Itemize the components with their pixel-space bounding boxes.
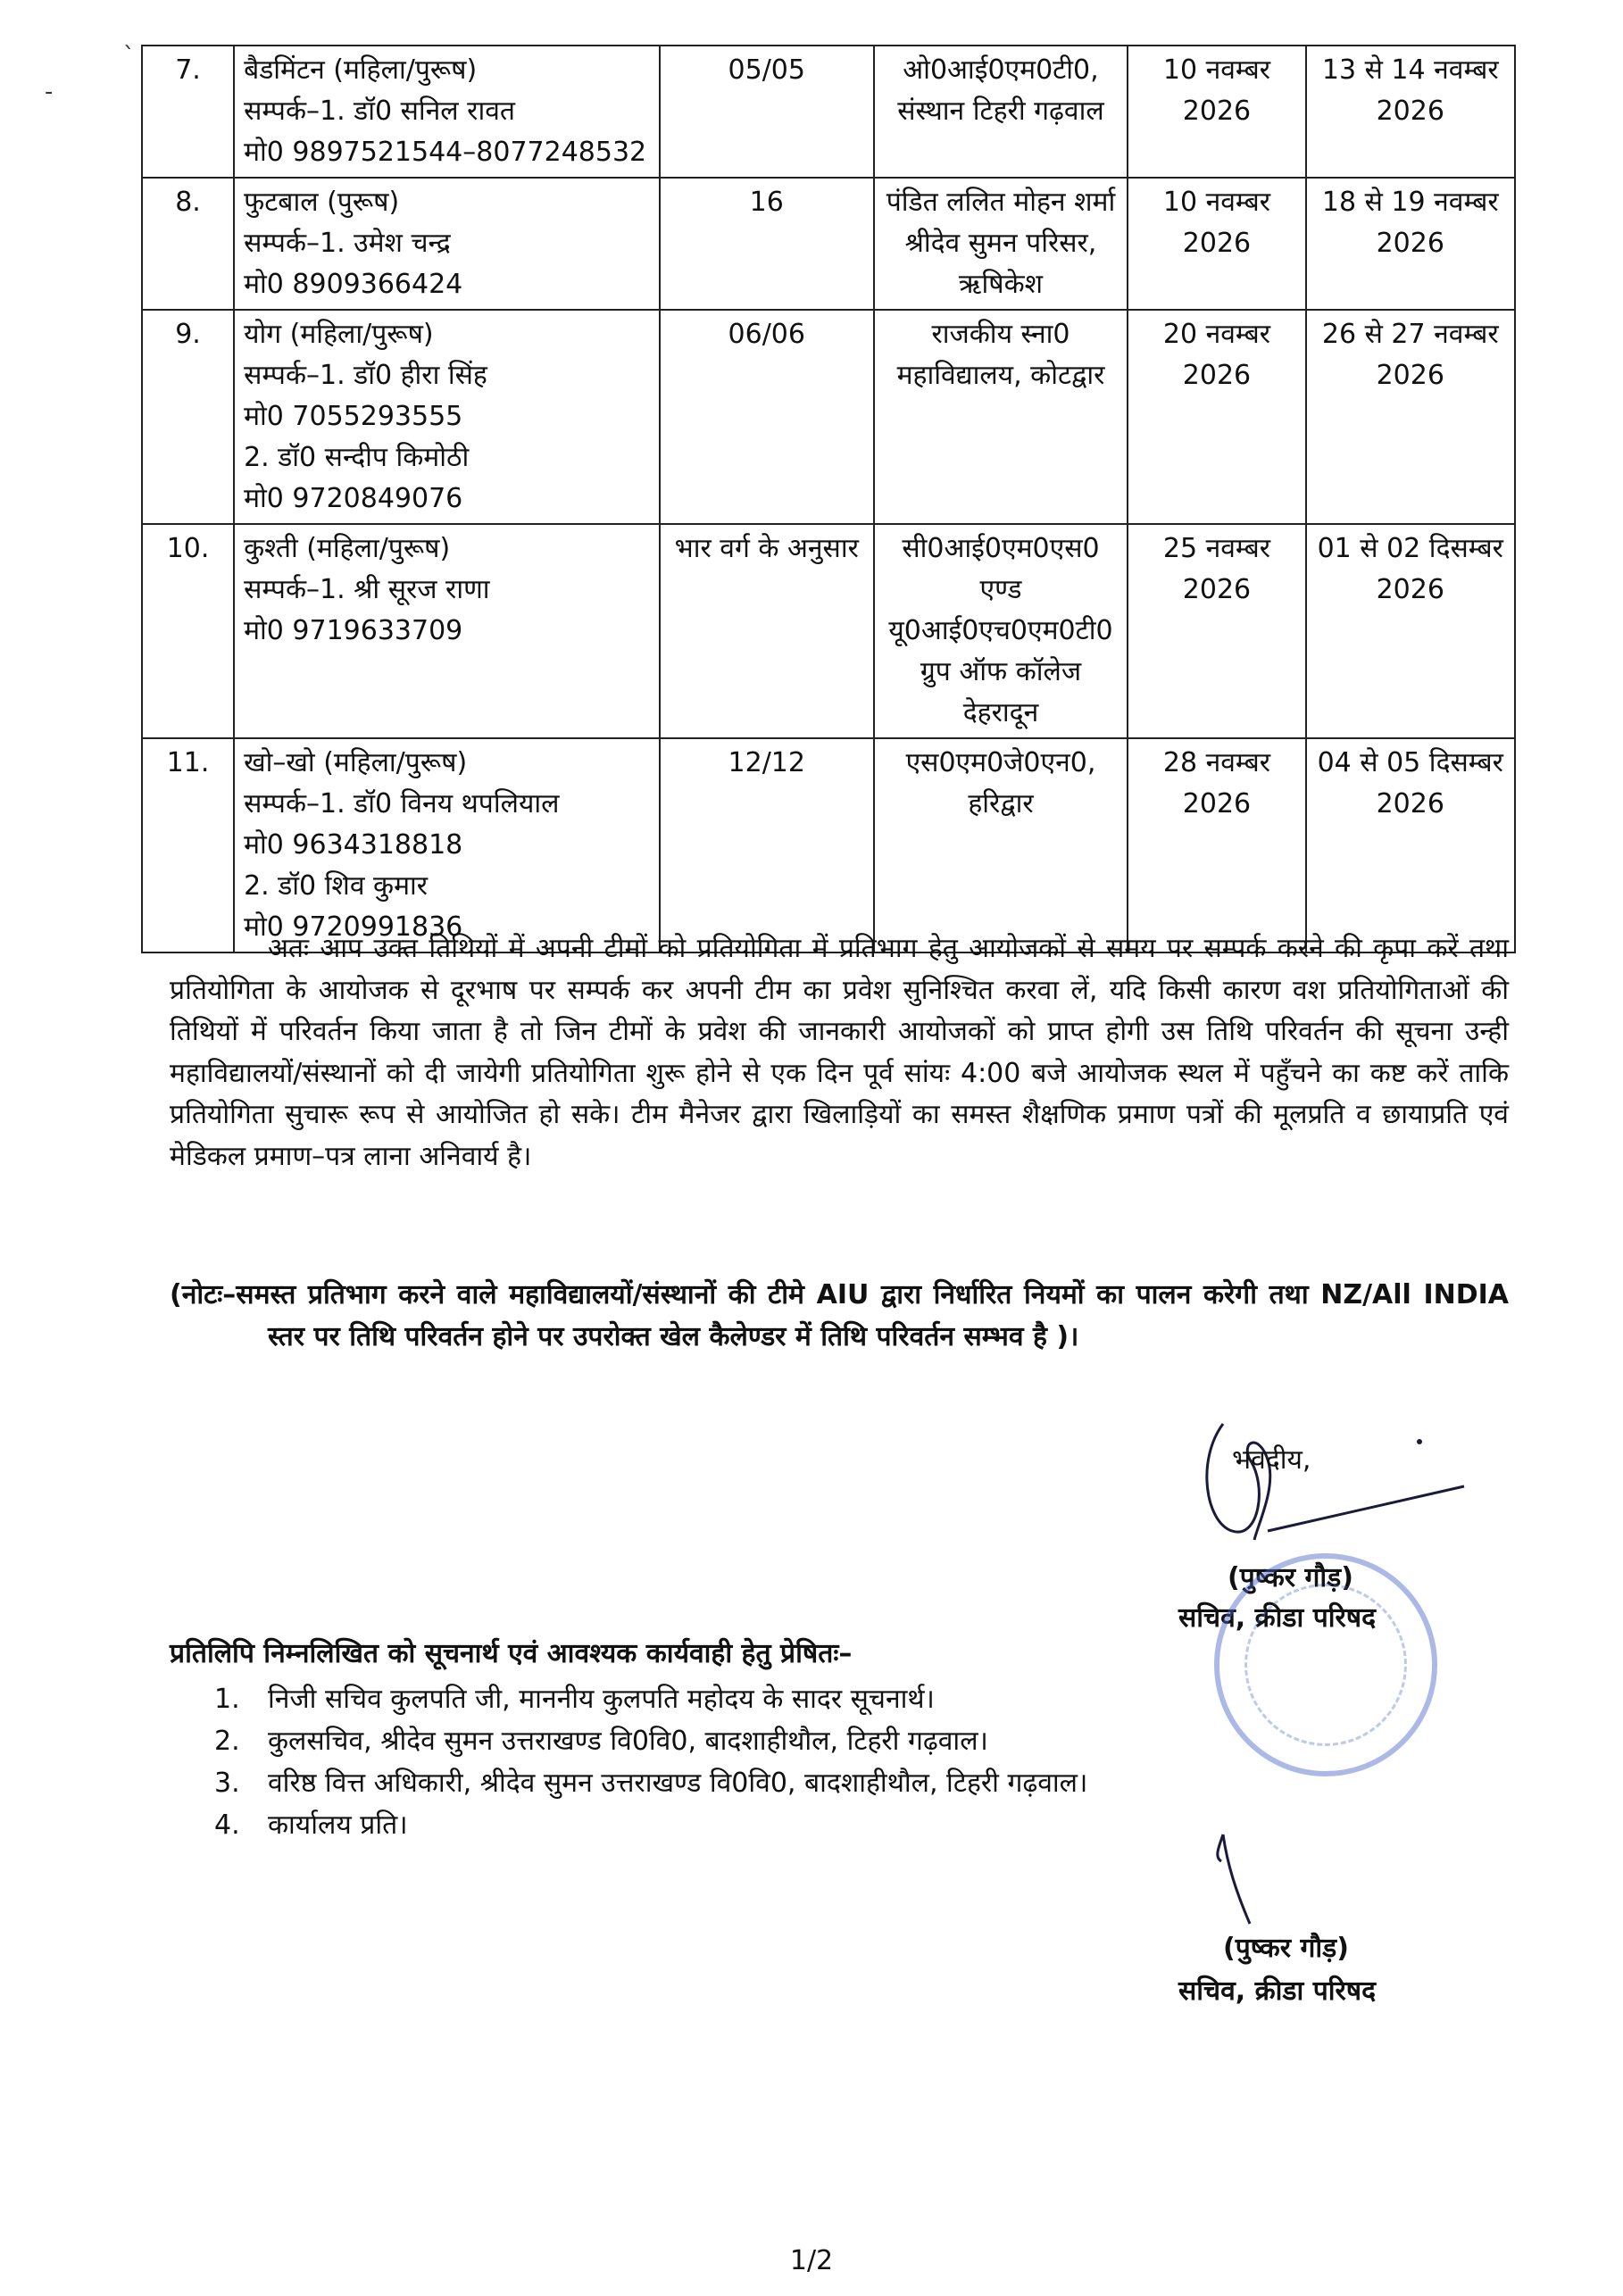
last-date-cell: 10 नवम्बर 2026 — [1128, 178, 1305, 310]
venue-cell: राजकीय स्ना0 महाविद्यालय, कोटद्वार — [874, 310, 1128, 524]
last-date-cell: 10 नवम्बर 2026 — [1128, 46, 1305, 178]
list-item-number: 2. — [214, 1726, 240, 1757]
serial-number-cell: 7. — [142, 46, 234, 178]
body-paragraph: अतः आप उक्त तिथियों में अपनी टीमों को प्रतियोगिता में प्रतिभाग हेतु आयोजकों से समय पर सम्पर्क करने की कृपा करें तथा प्रतियोगिता के आयोजक से दूरभाष पर सम्पर्क कर अपनी टीम का प्रवेश सुनिश्चित करवा लें, यदि किसी कारण वश प्रतियोगिताओं की तिथियों में परिवर्तन किया जाता है तो जिन टीमों के प्रवेश की जानकारी आयोजकों को प्राप्त होगी उस तिथि परिवर्तन की सूचना उन्ही महाविद्यालयों/संस्थानों को दी जायेगी प्रतियोगिता शुरू होने से एक दिन पूर्व सांयः 4:00 बजे आयोजक स्थल में पहुँचने का कष्ट करें ताकि प्रतियोगिता सुचारू रूप से आयोजित हो सके। टीम मैनेजर द्वारा खिलाड़ियों का समस्त शैक्षणिक प्रमाण पत्रों की मूलप्रति व छायाप्रति एवं मेडिकल प्रमाण–पत्र लाना अनिवार्य है। — [170, 933, 1509, 1172]
scan-mark: ` — [123, 43, 135, 70]
contact-line: 2. डॉ0 सन्दीप किमोठी — [244, 442, 470, 473]
event-dates-cell: 18 से 19 नवम्बर 2026 — [1306, 178, 1515, 310]
list-item-text: निजी सचिव कुलपति जी, माननीय कुलपति महोदय के सादर सूचनार्थ। — [268, 1684, 935, 1715]
contact-line: सम्पर्क–1. उमेश चन्द्र — [244, 228, 451, 259]
teams-cell: 05/05 — [660, 46, 873, 178]
serial-number-cell: 11. — [142, 738, 234, 953]
venue-cell: पंडित ललित मोहन शर्मा श्रीदेव सुमन परिसर, ऋषिकेश — [874, 178, 1128, 310]
event-dates-cell: 13 से 14 नवम्बर 2026 — [1306, 46, 1515, 178]
teams-cell: भार वर्ग के अनुसार — [660, 524, 873, 738]
list-item — [214, 1720, 1375, 1762]
table-row — [142, 738, 1515, 953]
last-date-cell: 20 नवम्बर 2026 — [1128, 310, 1305, 524]
teams-cell: 06/06 — [660, 310, 873, 524]
list-item-number: 3. — [214, 1768, 240, 1799]
signatory-name: (पुष्कर गौड़) — [1228, 1562, 1353, 1593]
copy-list — [214, 1678, 1375, 1846]
event-cell — [234, 178, 660, 310]
serial-number-cell: 9. — [142, 310, 234, 524]
contact-line: मो0 8909366424 — [244, 269, 463, 300]
list-item — [214, 1762, 1375, 1804]
event-name: फुटबाल (पुरूष) — [244, 187, 400, 218]
venue-cell: एस0एम0जे0एन0, हरिद्वार — [874, 738, 1128, 953]
serial-number-cell: 8. — [142, 178, 234, 310]
serial-number-cell: 10. — [142, 524, 234, 738]
event-dates-cell: 01 से 02 दिसम्बर 2026 — [1306, 524, 1515, 738]
last-date-cell: 28 नवम्बर 2026 — [1128, 738, 1305, 953]
contact-line: सम्पर्क–1. डॉ0 सनिल रावत — [244, 96, 515, 127]
handwritten-signature — [1196, 1830, 1303, 1937]
scan-mark: - — [45, 79, 54, 105]
event-dates-cell: 26 से 27 नवम्बर 2026 — [1306, 310, 1515, 524]
contact-line: मो0 9720991836 — [244, 911, 463, 943]
contact-line: मो0 9634318818 — [244, 829, 463, 861]
signature-greeting: भवदीय, — [1232, 1444, 1311, 1476]
event-cell — [234, 310, 660, 524]
last-date-cell: 25 नवम्बर 2026 — [1128, 524, 1305, 738]
list-item-number: 4. — [214, 1809, 240, 1841]
contact-line: मो0 9897521544–8077248532 — [244, 137, 647, 168]
schedule-table-body — [142, 46, 1515, 953]
list-item-text: कार्यालय प्रति। — [268, 1809, 408, 1841]
table-row — [142, 524, 1515, 738]
venue-cell: सी0आई0एम0एस0 एण्ड यू0आई0एच0एम0टी0 ग्रुप ऑफ कॉलेज देहरादून — [874, 524, 1128, 738]
list-item-text: वरिष्ठ वित्त अधिकारी, श्रीदेव सुमन उत्तराखण्ड वि0वि0, बादशाहीथौल, टिहरी गढ़वाल। — [268, 1768, 1088, 1799]
signatory-name: (पुष्कर गौड़) — [1223, 1933, 1349, 1964]
event-dates-cell: 04 से 05 दिसम्बर 2026 — [1306, 738, 1515, 953]
copy-heading: प्रतिलिपि निम्नलिखित को सूचनार्थ एवं आवश्यक कार्यवाही हेतु प्रेषितः– — [170, 1638, 853, 1669]
contact-line: सम्पर्क–1. डॉ0 हीरा सिंह — [244, 360, 487, 391]
teams-cell: 12/12 — [660, 738, 873, 953]
page-number: 1/2 — [789, 2245, 834, 2276]
contact-line: 2. डॉ0 शिव कुमार — [244, 870, 429, 902]
event-name: योग (महिला/पुरूष) — [244, 319, 434, 350]
contact-line: सम्पर्क–1. श्री सूरज राणा — [244, 574, 490, 605]
list-item-text: कुलसचिव, श्रीदेव सुमन उत्तराखण्ड वि0वि0, बादशाहीथौल, टिहरी गढ़वाल। — [268, 1726, 988, 1757]
event-cell — [234, 46, 660, 178]
contact-line: मो0 9719633709 — [244, 615, 463, 646]
list-item-number: 1. — [214, 1684, 240, 1715]
signatory-title: सचिव, क्रीडा परिषद — [1178, 1976, 1377, 2007]
note-paragraph: (नोटः–समस्त प्रतिभाग करने वाले महाविद्यालयों/संस्थानों की टीमे AIU द्वारा निर्धारित नियमों का पालन करेगी तथा NZ/All INDIA स्तर पर तिथि परिवर्तन होने पर उपरोक्त खेल कैलेण्डर में तिथि परिवर्तन सम्भव है )। — [170, 1279, 1509, 1352]
table-row — [142, 310, 1515, 524]
contact-line: सम्पर्क–1. डॉ0 विनय थपलियाल — [244, 788, 560, 819]
table-row — [142, 178, 1515, 310]
event-name: खो–खो (महिला/पुरूष) — [244, 747, 468, 778]
schedule-table — [141, 45, 1516, 953]
contact-line: मो0 9720849076 — [244, 483, 463, 514]
event-cell — [234, 524, 660, 738]
teams-cell: 16 — [660, 178, 873, 310]
event-name: बैडमिंटन (महिला/पुरूष) — [244, 54, 478, 86]
table-row — [142, 46, 1515, 178]
event-name: कुश्ती (महिला/पुरूष) — [244, 533, 451, 564]
contact-line: मो0 7055293555 — [244, 401, 463, 432]
event-cell — [234, 738, 660, 953]
venue-cell: ओ0आई0एम0टी0, संस्थान टिहरी गढ़वाल — [874, 46, 1128, 178]
list-item — [214, 1678, 1375, 1720]
signatory-title: सचिव, क्रीडा परिषद — [1178, 1602, 1377, 1634]
